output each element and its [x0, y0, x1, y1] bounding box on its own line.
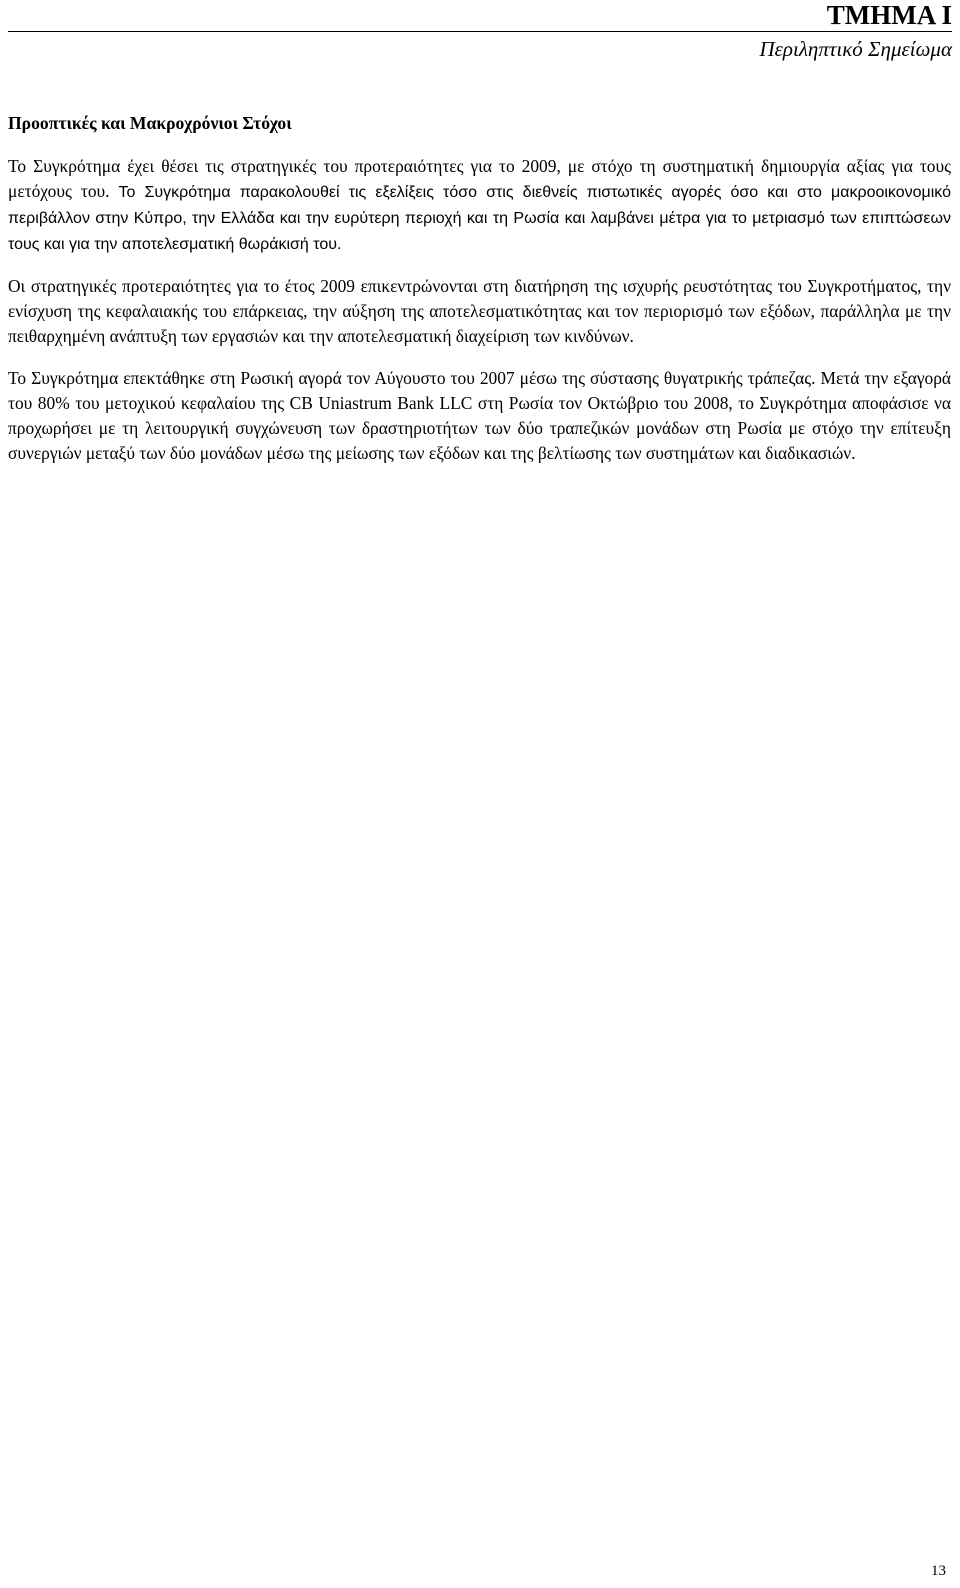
section-title: ΤΜΗΜΑ Ι: [826, 0, 952, 30]
paragraph-1: [8, 154, 951, 257]
paragraph-2: Οι στρατηγικές προτεραιότητες για το έτος 2009 επικεντρώνονται στη διατήρηση της ισχυρής ρευστότητας του Συγκροτήματος, την ενίσχυση της κεφαλαιακής του επάρκειας, την αύξηση της αποτελεσματικότητας και τον περιορισμό των εξόδων, παράλληλα με την πειθαρχημένη ανάπτυξη των εργασιών και την αποτελεσματική διαχείριση των κινδύνων.: [8, 276, 951, 346]
header-divider: [8, 31, 952, 32]
paragraph-3: Το Συγκρότημα επεκτάθηκε στη Ρωσική αγορά τον Αύγουστο του 2007 μέσω της σύστασης θυγατρικής τράπεζας. Μετά την εξαγορά του 80% του μετοχικού κεφαλαίου της CB Uniastrum Bank LLC στη Ρωσία τον Οκτώβριο του 2008, το Συγκρότημα αποφάσισε να προχωρήσει με τη λειτουργική συγχώνευση των δραστηριοτήτων των δύο τραπεζικών μονάδων στη Ρωσία με στόχο την επίτευξη συνεργιών μεταξύ των δύο μονάδων μέσω της μείωσης των εξόδων και της βελτίωσης των συστημάτων και διαδικασιών.: [8, 368, 951, 463]
page-number: 13: [931, 1563, 946, 1579]
page-header: [8, 0, 952, 63]
paragraph-1-sentence-1: Το Συγκρότημα έχει θέσει τις στρατηγικές του προτεραιότητες για το 2009, με στόχο τη συστηματική δημιουργία αξίας για τους μετόχους του.: [8, 156, 951, 201]
section-heading: Προοπτικές και Μακροχρόνιοι Στόχοι: [8, 113, 292, 133]
paragraph-1-sentence-2: Το Συγκρότημα παρακολουθεί τις εξελίξεις τόσο στις διεθνείς πιστωτικές αγορές όσο και στο μακροοικονομικό περιβάλλον στην Κύπρο, την Ελλάδα και την ευρύτερη περιοχή και τη Ρωσία και λαμβάνει μέτρα για το μετριασμό των επιπτώσεων τους και για την αποτελεσματική θωράκισή του.: [8, 184, 952, 253]
section-subtitle: Περιληπτικό Σημείωμα: [759, 37, 952, 61]
main-content: [8, 110, 951, 483]
